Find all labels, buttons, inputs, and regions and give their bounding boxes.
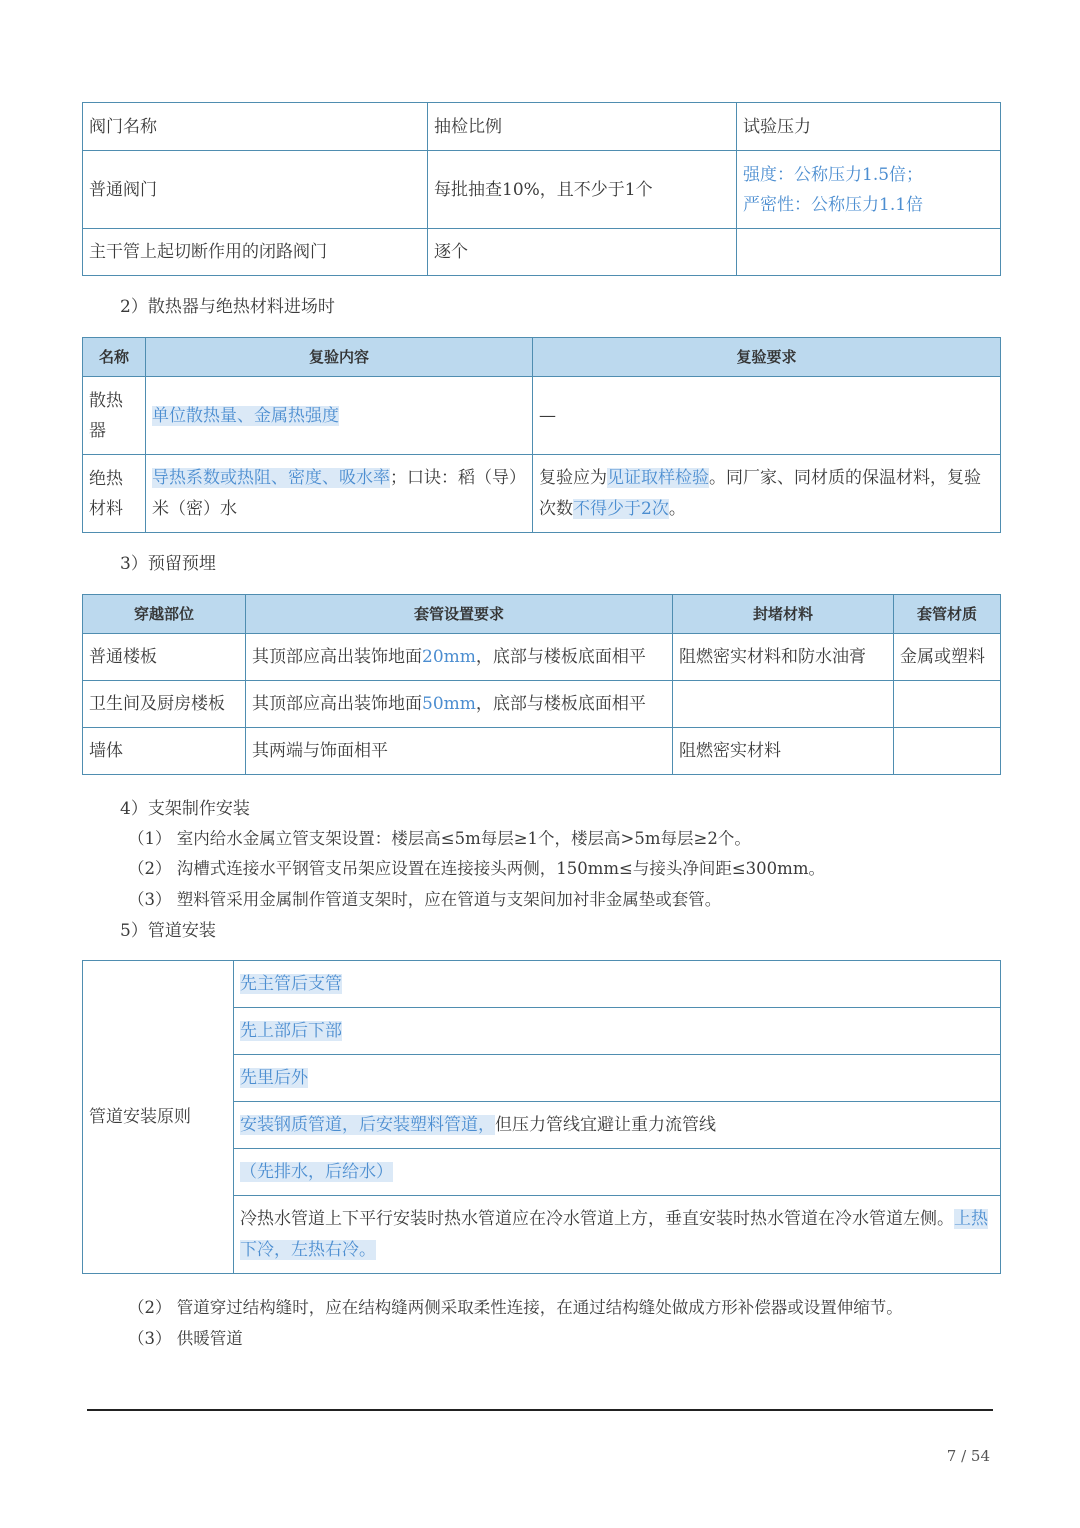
sleeve-requirement: 其两端与饰面相平: [246, 728, 673, 775]
highlight-text: 单位散热量、金属热强度: [152, 405, 339, 426]
sleeve-material: 金属或塑料: [894, 634, 1001, 681]
pressure-strength: 强度：公称压力1.5倍；: [743, 164, 924, 185]
req-text: 。同厂家、同材质的保温材料，复验次数: [539, 467, 981, 519]
section-2-title: 2）散热器与绝热材料进场时: [120, 297, 335, 317]
footer-rule: [87, 1409, 993, 1411]
material-name: 散热器: [83, 377, 146, 455]
after-item: （2） 管道穿过结构缝时，应在结构缝两侧采取柔性连接，在通过结构缝处做成方形补偿器或设置伸缩节。: [128, 1298, 903, 1317]
pipe-principle-label: 管道安装原则: [83, 961, 234, 1274]
material-header-name: 名称: [83, 338, 146, 377]
req-value: 20mm: [422, 647, 476, 667]
material-content: [146, 377, 533, 455]
page-number: 7 / 54: [946, 1447, 990, 1465]
highlight-text: 导热系数或热阻、密度、吸水率: [152, 467, 390, 488]
valve-row-pressure: [737, 151, 1001, 229]
req-value: 50mm: [422, 694, 476, 714]
section-4-item: （1） 室内给水金属立管支架设置：楼层高≤5m每层≥1个，楼层高>5m每层≥2个。: [128, 829, 751, 848]
plain-text: 冷热水管道上下平行安装时热水管道应在冷水管道上方，垂直安装时热水管道在冷水管道左侧: [240, 1208, 937, 1229]
sleeve-header-location: 穿越部位: [83, 595, 246, 634]
valve-row-ratio: 每批抽查10%，且不少于1个: [428, 151, 737, 229]
material-requirement: [533, 455, 1001, 533]
valve-row-name: 主干管上起切断作用的闭路阀门: [83, 229, 428, 276]
material-requirement: —: [533, 377, 1001, 455]
sleeve-header-material: 套管材质: [894, 595, 1001, 634]
section-4-item: （3） 塑料管采用金属制作管道支架时，应在管道与支架间加衬非金属垫或套管。: [128, 890, 722, 909]
section-4-item: （2） 沟槽式连接水平钢管支吊架应设置在连接接头两侧，150mm≤与接头净间距≤300mm。: [128, 859, 825, 878]
pipe-principle-item: [234, 1102, 1001, 1149]
highlight-text: 上热下冷，左热右冷。: [240, 1208, 988, 1260]
plain-text: 。: [937, 1208, 954, 1229]
sleeve-requirement: [246, 634, 673, 681]
sleeve-material: [894, 728, 1001, 775]
section-5-title: 5）管道安装: [120, 921, 216, 941]
sleeve-location: 卫生间及厨房楼板: [83, 681, 246, 728]
highlight-text: 先里后外: [240, 1068, 308, 1088]
sleeve-location: 墙体: [83, 728, 246, 775]
pipe-principle-item: [234, 1149, 1001, 1196]
pipe-principle-item: [234, 1008, 1001, 1055]
highlight-text: 见证取样检验: [607, 467, 709, 488]
req-text: 复验应为: [539, 467, 607, 488]
valve-row-pressure: [737, 229, 1001, 276]
sleeve-header-seal: 封堵材料: [673, 595, 894, 634]
sleeve-seal: [673, 681, 894, 728]
sleeve-location: 普通楼板: [83, 634, 246, 681]
sleeve-table: [82, 594, 1001, 775]
highlight-text: 先主管后支管: [240, 974, 342, 994]
pipe-principle-item: [234, 1055, 1001, 1102]
valve-header-pressure: 试验压力: [737, 103, 1001, 151]
req-text: 。: [668, 498, 686, 519]
req-text: ，底部与楼板底面相平: [475, 647, 646, 667]
sleeve-seal: 阻燃密实材料和防水油膏: [673, 634, 894, 681]
req-text: 其顶部应高出装饰地面: [252, 694, 422, 714]
after-item: （3） 供暖管道: [128, 1329, 243, 1348]
material-header-content: 复验内容: [146, 338, 533, 377]
sleeve-seal: 阻燃密实材料: [673, 728, 894, 775]
material-table: [82, 337, 1001, 533]
pipe-table: [82, 960, 1001, 1274]
sleeve-requirement: [246, 681, 673, 728]
material-name: 绝热材料: [83, 455, 146, 533]
req-text: 其顶部应高出装饰地面: [252, 647, 422, 667]
plain-text: 但压力管线宜避让重力流管线: [495, 1115, 716, 1135]
pipe-principle-item: [234, 1196, 1001, 1274]
highlight-text: 安装钢质管道，后安装塑料管道，: [240, 1115, 495, 1135]
highlight-text: 不得少于2次: [573, 498, 669, 519]
valve-row-ratio: 逐个: [428, 229, 737, 276]
pressure-tightness: 严密性：公称压力1.1倍: [743, 194, 924, 215]
highlight-text: （先排水，后给水）: [240, 1162, 393, 1182]
valve-header-name: 阀门名称: [83, 103, 428, 151]
req-text: ，底部与楼板底面相平: [475, 694, 646, 714]
section-3-title: 3）预留预埋: [120, 554, 216, 574]
sleeve-header-requirement: 套管设置要求: [246, 595, 673, 634]
highlight-text: 先上部后下部: [240, 1021, 342, 1041]
material-content: [146, 455, 533, 533]
sleeve-material: [894, 681, 1001, 728]
valve-header-ratio: 抽检比例: [428, 103, 737, 151]
valve-row-name: 普通阀门: [83, 151, 428, 229]
section-4-title: 4）支架制作安装: [120, 799, 250, 819]
mnemonic-text: ；口诀：稻（导）米（密）水: [152, 467, 526, 519]
valve-table: [82, 102, 1001, 276]
pipe-principle-item: [234, 961, 1001, 1008]
material-header-requirement: 复验要求: [533, 338, 1001, 377]
